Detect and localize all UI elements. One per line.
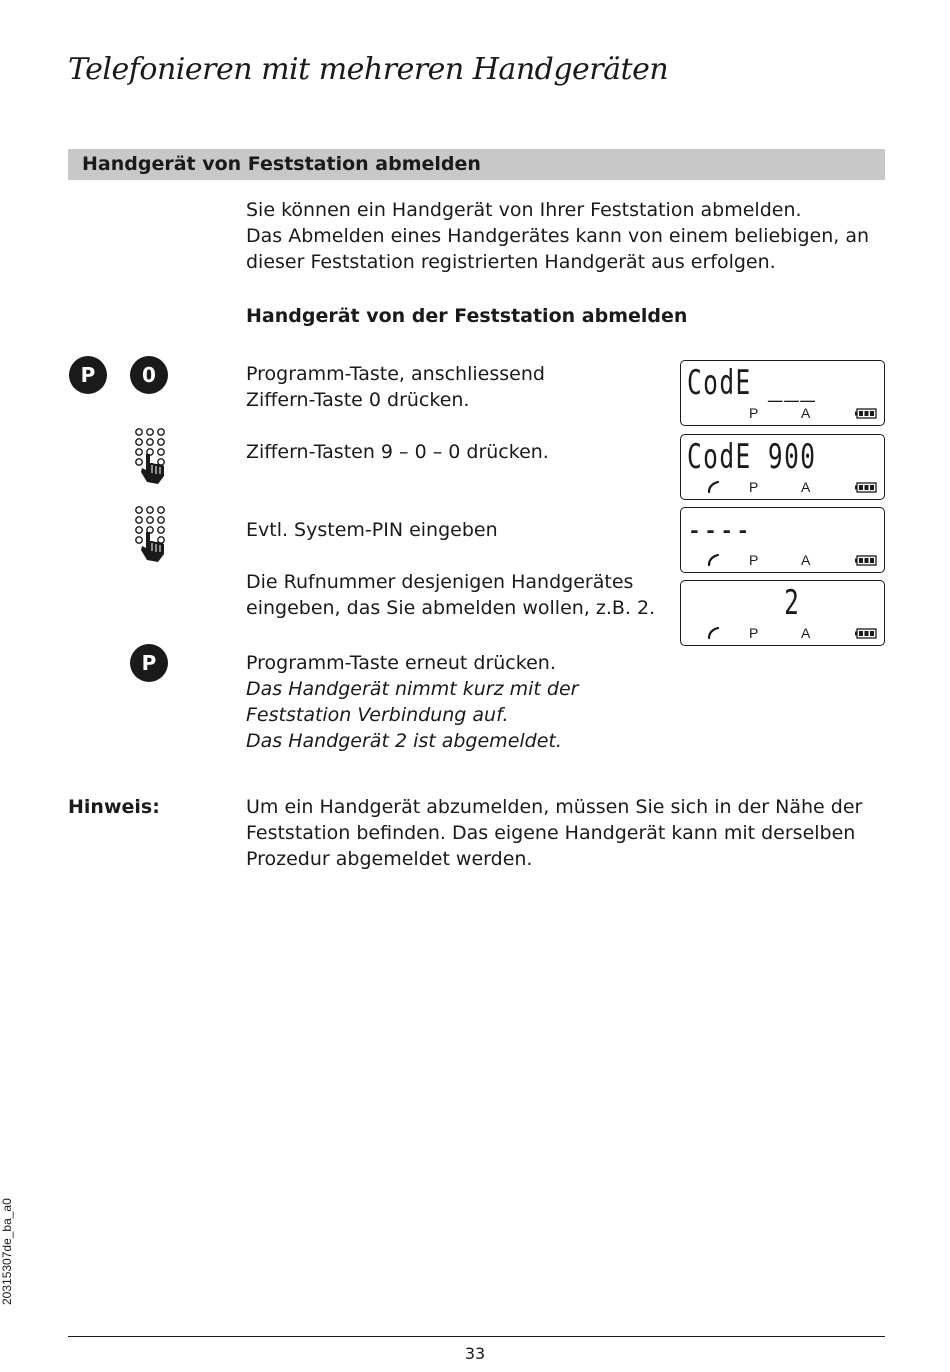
- handset-icon: [707, 480, 721, 494]
- note-line: Um ein Handgerät abzumelden, müssen Sie sich in der Nähe der: [246, 796, 863, 818]
- lcd-indicator-p: P: [749, 625, 759, 641]
- zero-key-icon: 0: [130, 356, 168, 394]
- lcd-display: [680, 507, 885, 573]
- handset-icon: [707, 553, 721, 567]
- intro-paragraph: [246, 197, 869, 275]
- lcd-text: CodE ___: [687, 363, 817, 403]
- step-line: eingeben, das Sie abmelden wollen, z.B. 2.: [246, 597, 656, 619]
- lcd-indicator-a: A: [801, 625, 811, 641]
- step-4-text: [246, 569, 655, 621]
- battery-icon: [855, 482, 877, 493]
- step-line: Evtl. System-PIN eingeben: [246, 519, 498, 541]
- step-result-line: Feststation Verbindung auf.: [246, 704, 509, 726]
- intro-line: Sie können ein Handgerät von Ihrer Feststation abmelden.: [246, 199, 802, 221]
- battery-icon: [855, 555, 877, 566]
- step-line: Programm-Taste, anschliessend: [246, 363, 545, 385]
- note-label: Hinweis:: [68, 796, 160, 818]
- keypad-hand-icon: [134, 506, 168, 564]
- intro-line: dieser Feststation registrierten Handgerät aus erfolgen.: [246, 251, 776, 273]
- step-line: Programm-Taste erneut drücken.: [246, 652, 556, 674]
- battery-icon: [855, 408, 877, 419]
- note-line: Prozedur abgemeldet werden.: [246, 848, 533, 870]
- page-number: 33: [464, 1344, 486, 1363]
- page-title: Telefonieren mit mehreren Handgeräten: [68, 52, 669, 87]
- lcd-indicator-p: P: [749, 405, 759, 421]
- battery-icon: [855, 628, 877, 639]
- keypad-hand-icon: [134, 428, 168, 486]
- step-line: Ziffern-Taste 0 drücken.: [246, 389, 470, 411]
- lcd-indicator-a: A: [801, 552, 811, 568]
- lcd-text: 2: [687, 583, 801, 623]
- section-title: Handgerät von Feststation abmelden: [82, 153, 481, 175]
- step-line: Die Rufnummer desjenigen Handgerätes: [246, 571, 634, 593]
- step-3-text: [246, 517, 498, 543]
- step-1-text: [246, 361, 545, 413]
- footer-divider: [68, 1336, 885, 1337]
- intro-line: Das Abmelden eines Handgerätes kann von einem beliebigen, an: [246, 225, 870, 247]
- step-result-line: Das Handgerät 2 ist abgemeldet.: [246, 730, 562, 752]
- lcd-indicator-p: P: [749, 479, 759, 495]
- handset-icon: [707, 626, 721, 640]
- program-key-icon: P: [130, 644, 168, 682]
- note-text: [246, 794, 862, 872]
- lcd-indicator-a: A: [801, 405, 811, 421]
- lcd-indicator-a: A: [801, 479, 811, 495]
- lcd-display: [680, 434, 885, 500]
- document-code: 20315307de_ba_a0: [0, 1198, 14, 1305]
- lcd-text: CodE 900: [687, 437, 817, 477]
- lcd-display: [680, 580, 885, 646]
- lcd-display: [680, 360, 885, 426]
- program-key-icon: P: [69, 356, 107, 394]
- procedure-heading: Handgerät von der Feststation abmelden: [246, 305, 688, 327]
- note-line: Feststation befinden. Das eigene Handgerät kann mit derselben: [246, 822, 856, 844]
- section-header-bar: [68, 149, 885, 180]
- step-2-text: [246, 439, 549, 465]
- step-line: Ziffern-Tasten 9 – 0 – 0 drücken.: [246, 441, 549, 463]
- lcd-text: ----: [687, 510, 752, 550]
- lcd-indicator-p: P: [749, 552, 759, 568]
- step-5-text: [246, 650, 578, 754]
- step-result-line: Das Handgerät nimmt kurz mit der: [246, 678, 579, 700]
